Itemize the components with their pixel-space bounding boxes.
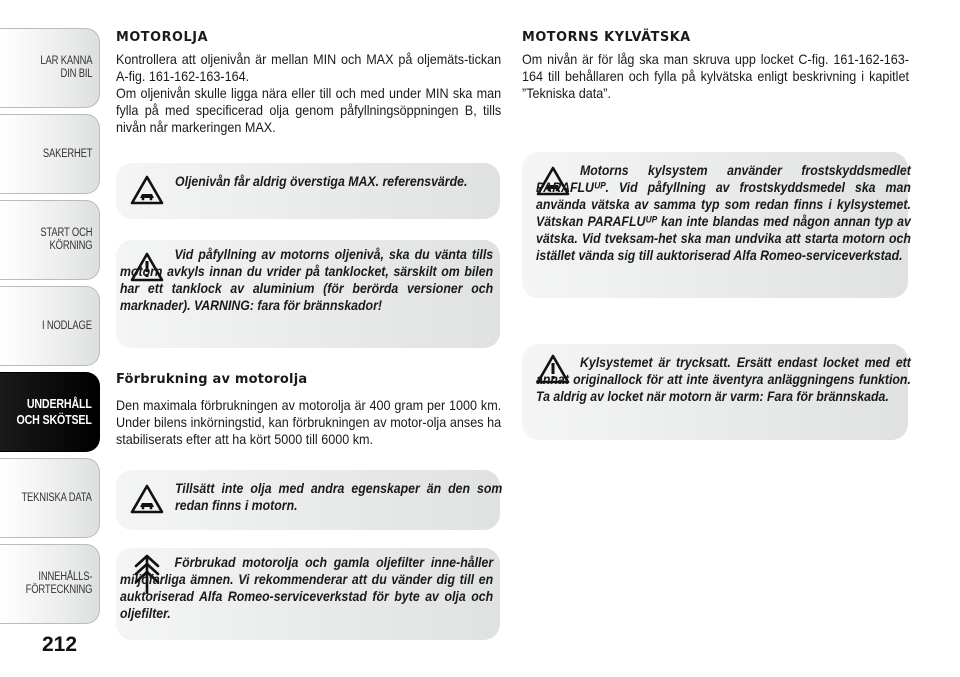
page-number: 212: [42, 633, 78, 656]
car-warning-icon: [130, 484, 164, 514]
motorolja-intro: Kontrollera att oljenivån är mellan MIN och MAX på oljemäts-tickan A-fig. 161-162-163-164. Om oljenivån skulle ligga nära eller till och med under MIN ska man fylla på med specificerad olja genom påfyllningsöppningen B, tills nivån når markeringen MAX.: [116, 51, 502, 135]
note-pressurized-system-text: Kylsystemet är trycksatt. Ersätt endast locket med ett annat originallock för att inte äventyra anläggningens funktion. Ta aldrig av locket när motorn är varm: Fara för brännskada.: [536, 354, 911, 404]
kylvatska-intro: Om nivån är för låg ska man skruva upp locket C-fig. 161-162-163-164 till behållaren och fylla på kylvätska enligt beskrivning i kapitlet ”Tekniska data”.: [522, 51, 909, 101]
tab-i-nodlage[interactable]: I NÖDLÄGE: [0, 286, 100, 366]
subsection-title-forbrukning: Förbrukning av motorolja: [116, 372, 308, 387]
note-environment-text: Förbrukad motorolja och gamla oljefilter inne-håller miljöfarliga ämnen. Vi rekommenderar att du vänder dig till en auktoriserad Alfa Romeo-serviceverkstad för byte av olja och oljefilter.: [120, 554, 494, 621]
note-refill-hot-engine: [116, 240, 500, 348]
note-pressurized-system: [522, 344, 911, 440]
note-environment: [116, 548, 500, 640]
note-paraflu-text: Motorns kylsystem använder frostskyddsmedlet PARAFLUᵁᴾ. Vid påfyllning av frostskyddsmedel ska man använda vätska av samma typ som redan finns i kylsystemet. Vätskan PARAFLUᵁᴾ kan inte blandas med någon annan typ av vätska. Vid tveksam-het ska man undvika att starta motorn och istället vända sig till auktoriserad Alfa Romeo-serviceverkstad.: [536, 162, 911, 263]
note-max-level: [116, 163, 500, 219]
forbrukning-text: Den maximala förbrukningen av motorolja är 400 gram per 1000 km. Under bilens inkörningstid, kan förbrukningen av motor-olja anses ha stabiliserats efter att ha kört 5000 till 6000 km.: [116, 397, 502, 447]
tab-sakerhet[interactable]: SÄKERHET: [0, 114, 100, 194]
note-oil-type-text: Tillsätt inte olja med andra egenskaper än den som redan finns i motorn.: [175, 480, 503, 513]
section-title-motorolja: MOTOROLJA: [116, 29, 209, 45]
tab-lar-kanna-din-bil[interactable]: LÄR KÄNNA DIN BIL: [0, 28, 100, 108]
note-paraflu: [522, 152, 911, 298]
tab-tekniska-data[interactable]: TEKNISKA DATA: [0, 458, 100, 538]
note-oil-type: [116, 470, 503, 530]
note-refill-hot-engine-text: Vid påfyllning av motorns oljenivå, ska du vänta tills motorn avkyls innan du vrider på tanklocket, särskilt om bilen har ett tanklock av aluminium (för berörda versioner och marknader). VARNING: fara för brännskador!: [120, 246, 494, 313]
tab-innehallsforteckning[interactable]: INNEHÅLLS- FÖRTECKNING: [0, 544, 100, 624]
car-warning-icon: [130, 175, 164, 205]
note-max-level-text: Oljenivån får aldrig överstiga MAX. referensvärde.: [175, 173, 468, 189]
tab-underhall-och-skotsel[interactable]: UNDERHÅLL OCH SKÖTSEL: [0, 372, 100, 452]
tab-start-och-korning[interactable]: START OCH KÖRNING: [0, 200, 100, 280]
section-title-kylvatska: MOTORNS KYLVÄTSKA: [522, 29, 691, 45]
